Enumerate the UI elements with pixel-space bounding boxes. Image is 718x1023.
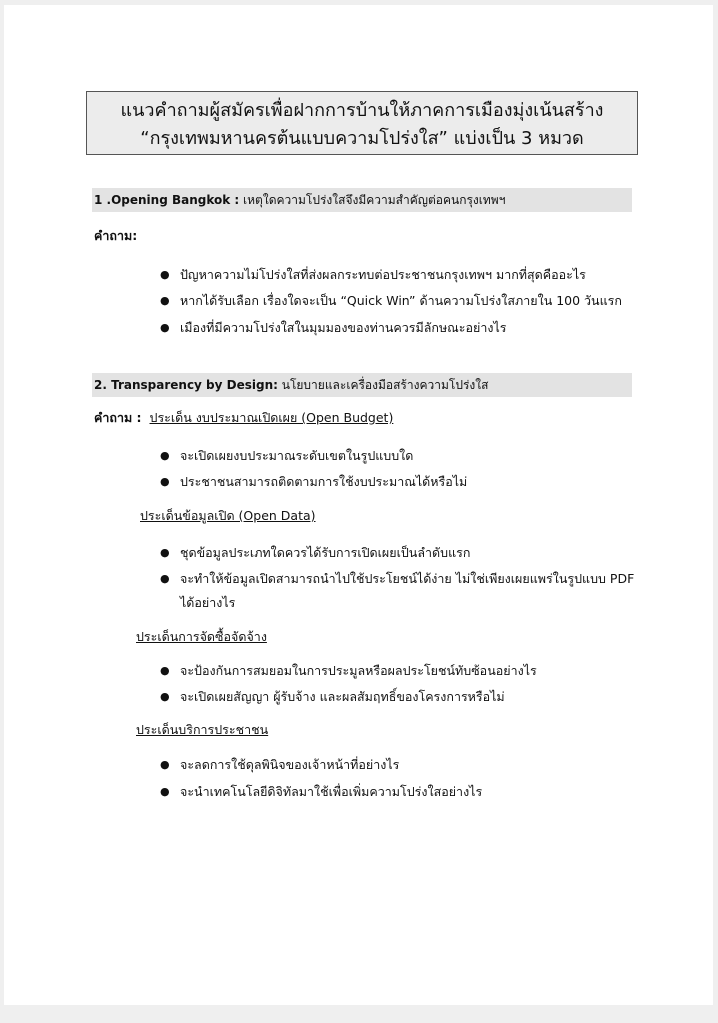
list-item-text: จะทำให้ข้อมูลเปิดสามารถนำไปใช้ประโยชน์ได้ง่าย ไม่ใช่เพียงเผยแพร่ในรูปแบบ PDF [180, 571, 635, 586]
bullet-icon: ● [160, 321, 170, 334]
list-item-text: หากได้รับเลือก เรื่องใดจะเป็น “Quick Win” ด้านความโปร่งใสภายใน 100 วันแรก [180, 293, 622, 308]
list-item-text: ประชาชนสามารถติดตามการใช้งบประมาณได้หรือไม่ [180, 474, 468, 489]
section-1-heading [92, 188, 632, 212]
title-box [86, 91, 638, 155]
bullet-icon: ● [160, 664, 170, 677]
document-page [4, 5, 713, 1005]
bullet-icon: ● [160, 758, 170, 771]
list-item-text: จะเปิดเผยสัญญา ผู้รับจ้าง และผลสัมฤทธิ์ของโครงการหรือไม่ [180, 689, 505, 704]
title-line-1: แนวคำถามผู้สมัครเพื่อฝากการบ้านให้ภาคการเมืองมุ่งเน้นสร้าง [120, 100, 604, 121]
list-item-text: เมืองที่มีความโปร่งใสในมุมมองของท่านควรมีลักษณะอย่างไร [180, 320, 507, 335]
list-item [160, 756, 400, 774]
list-item [160, 783, 483, 801]
bullet-icon: ● [160, 546, 170, 559]
section-1-question-label [94, 227, 137, 245]
section-2-heading [92, 373, 632, 397]
section-2-heading-bold: 2. Transparency by Design: [94, 378, 278, 392]
list-item-text: จะเปิดเผยงบประมาณระดับเขตในรูปแบบใด [180, 448, 414, 463]
list-item [160, 473, 468, 491]
list-item [160, 266, 586, 284]
list-item [160, 570, 635, 612]
section-2-question-label [94, 409, 393, 427]
question-label-text: คำถาม : [94, 410, 142, 425]
list-item-text: จะนำเทคโนโลยีดิจิทัลมาใช้เพื่อเพิ่มความโปร่งใสอย่างไร [180, 784, 483, 799]
bullet-icon: ● [160, 690, 170, 703]
question-label-text: คำถาม: [94, 228, 138, 243]
list-item-text: ปัญหาความไม่โปร่งใสที่ส่งผลกระทบต่อประชาชนกรุงเทพฯ มากที่สุดคืออะไร [180, 267, 586, 282]
list-item [160, 447, 414, 465]
bullet-icon: ● [160, 475, 170, 488]
section-2-heading-text: นโยบายและเครื่องมือสร้างความโปร่งใส [277, 378, 489, 392]
section-1-heading-bold: 1 .Opening Bangkok : [94, 193, 240, 207]
bullet-icon: ● [160, 294, 170, 307]
list-item-text: ชุดข้อมูลประเภทใดควรได้รับการเปิดเผยเป็นลำดับแรก [180, 545, 471, 560]
list-item-text-continued: ได้อย่างไร [180, 595, 236, 610]
topic-open-budget: ประเด็น งบประมาณเปิดเผย (Open Budget) [149, 410, 394, 425]
list-item [160, 319, 507, 337]
section-1-heading-text: เหตุใดความโปร่งใสจึงมีความสำคัญต่อคนกรุงเทพฯ [239, 193, 506, 207]
bullet-icon: ● [160, 268, 170, 281]
bullet-icon: ● [160, 572, 170, 585]
list-item [160, 662, 537, 680]
title-line-2: “กรุงเทพมหานครต้นแบบความโปร่งใส” แบ่งเป็น 3 หมวด [140, 128, 584, 149]
list-item-text: จะลดการใช้ดุลพินิจของเจ้าหน้าที่อย่างไร [180, 757, 400, 772]
list-item [160, 688, 505, 706]
list-item [160, 544, 471, 562]
list-item [160, 292, 622, 310]
list-item-text: จะป้องกันการสมยอมในการประมูลหรือผลประโยชน์ทับซ้อนอย่างไร [180, 663, 537, 678]
bullet-icon: ● [160, 785, 170, 798]
topic-public-service: ประเด็นบริการประชาชน [136, 722, 269, 737]
topic-open-data: ประเด็นข้อมูลเปิด (Open Data) [140, 508, 316, 523]
bullet-icon: ● [160, 449, 170, 462]
topic-procurement: ประเด็นการจัดซื้อจัดจ้าง [136, 629, 267, 644]
